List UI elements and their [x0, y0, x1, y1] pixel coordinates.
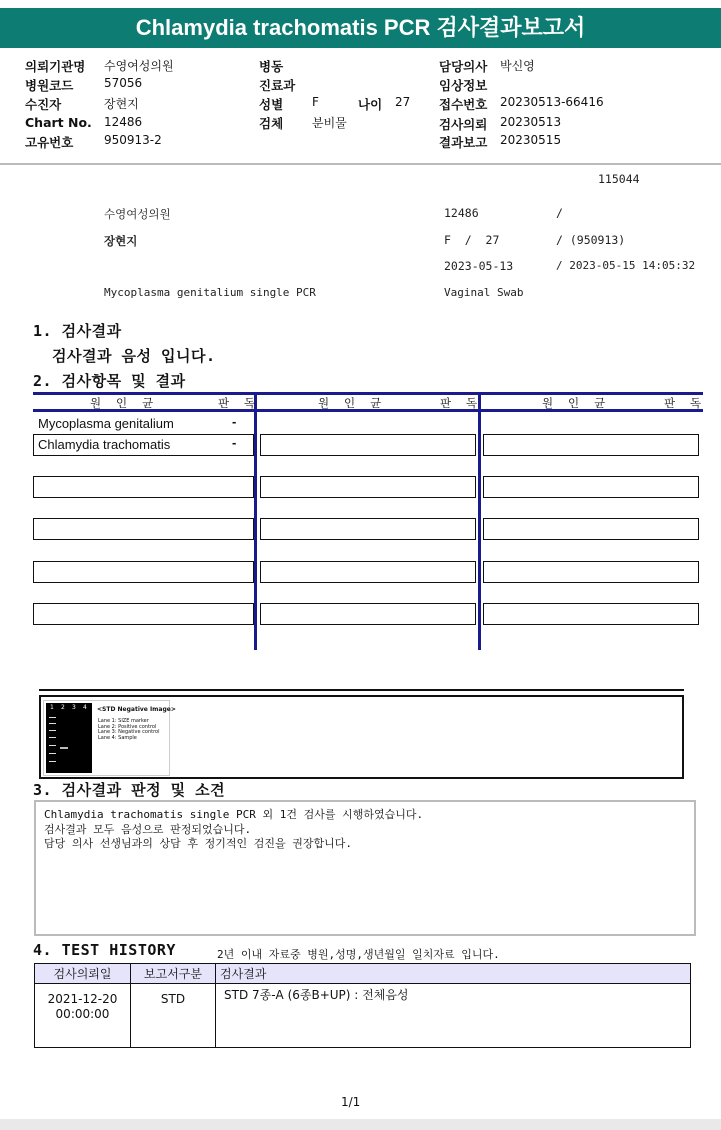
opinion-line: 담당 의사 선생님과의 상담 후 정기적인 검진을 권장합니다. — [44, 837, 353, 850]
history-time: 00:00:00 — [55, 1007, 110, 1021]
lane-label: 1 — [50, 704, 54, 711]
history-col-result: 검사결과 — [216, 964, 691, 984]
header-label-unique-id: 고유번호 — [25, 135, 74, 150]
header-value-sex: F — [312, 95, 319, 109]
col-judge-2: 판 독 — [440, 396, 482, 410]
gel-top-rule — [39, 689, 684, 691]
info-request-date: 2023-05-13 — [444, 259, 514, 273]
header-value-age: 27 — [395, 95, 411, 109]
header-label-request: 검사의뢰 — [439, 117, 488, 132]
info-chart: 12486 — [444, 206, 479, 220]
header-label-age: 나이 — [358, 97, 383, 112]
section4-heading: 4. TEST HISTORY — [33, 941, 176, 959]
table-row — [260, 561, 476, 583]
col-pathogen-3: 원 인 균 — [542, 396, 610, 410]
header-value-specimen: 분비물 — [312, 116, 347, 130]
gel-lanes-image — [46, 703, 92, 773]
info-sex-age: F / 27 — [444, 233, 500, 247]
col-pathogen-1: 원 인 균 — [90, 396, 158, 410]
header-divider — [0, 163, 721, 165]
header-label-doctor: 담당의사 — [439, 59, 488, 74]
lane-label: 4 — [83, 704, 87, 711]
info-result-datetime: / 2023-05-15 14:05:32 — [556, 259, 696, 272]
organism-2-result: - — [232, 435, 237, 450]
organism-1-result: - — [232, 414, 237, 429]
info-patient: 장현지 — [104, 234, 138, 248]
report-title: Chlamydia trachomatis PCR 검사결과보고서 — [0, 8, 721, 48]
history-result: STD 7종-A (6종B+UP) : 전체음성 — [216, 984, 691, 1048]
header-label-chart: Chart No. — [25, 115, 92, 130]
header-value-hospital: 수영여성의원 — [104, 59, 174, 73]
table-row — [260, 476, 476, 498]
header-label-clinical: 임상정보 — [439, 78, 488, 93]
table-row — [260, 518, 476, 540]
header-value-hospital-code: 57056 — [104, 76, 143, 90]
table-divider-2 — [478, 392, 481, 650]
header-value-request: 20230513 — [500, 115, 562, 129]
header-label-sex: 성별 — [259, 97, 284, 112]
history-col-date: 검사의뢰일 — [35, 964, 131, 984]
history-date: 2021-12-20 — [47, 992, 118, 1006]
table-row — [483, 476, 699, 498]
footer-bar — [0, 1119, 721, 1130]
history-note: 2년 이내 자료중 병원,성명,생년월일 일치자료 입니다. — [217, 948, 500, 961]
info-slash: / — [556, 206, 563, 220]
gel-legend-item: Lane 4: Sample — [98, 734, 137, 741]
header-value-patient: 장현지 — [104, 97, 139, 111]
table-row — [483, 603, 699, 625]
gel-legend-item: Lane 2: Positive control — [98, 723, 157, 730]
table-row — [483, 434, 699, 456]
gel-legend-item: Lane 1: SIZE marker — [98, 718, 149, 724]
table-row — [483, 561, 699, 583]
info-hospital: 수영여성의원 — [104, 207, 171, 221]
header-label-reception: 접수번호 — [439, 97, 488, 112]
table-row — [33, 476, 254, 498]
header-value-doctor: 박신영 — [500, 59, 535, 73]
info-code: 115044 — [598, 172, 640, 186]
gel-legend — [98, 719, 160, 741]
header-value-chart: 12486 — [104, 115, 143, 129]
col-judge-3: 판 독 — [664, 396, 706, 410]
header-label-hospital-code: 병원코드 — [25, 78, 74, 93]
info-test-name: Mycoplasma genitalium single PCR — [104, 286, 316, 299]
history-col-type: 보고서구분 — [131, 964, 216, 984]
header-label-specimen: 검체 — [259, 116, 284, 131]
section2-heading: 2. 검사항목 및 결과 — [33, 372, 186, 390]
lane-label: 2 — [61, 704, 65, 711]
header-label-hospital: 의뢰기관명 — [25, 59, 86, 74]
lane-label: 3 — [72, 704, 76, 711]
gel-legend-item: Lane 3: Negative control — [98, 729, 160, 735]
header-label-patient: 수진자 — [25, 97, 62, 112]
opinion-line: 검사결과 모두 음성으로 판정되었습니다. — [44, 822, 252, 836]
section1-heading: 1. 검사결과 — [33, 322, 122, 340]
header-value-unique-id: 950913-2 — [104, 133, 162, 147]
table-row — [35, 984, 691, 1048]
table-row — [33, 518, 254, 540]
gel-image — [43, 700, 176, 776]
col-judge-1: 판 독 — [218, 396, 260, 410]
organism-2: Chlamydia trachomatis — [38, 437, 171, 452]
header-label-report: 결과보고 — [439, 135, 488, 150]
table-divider-1 — [254, 392, 257, 650]
header-label-ward: 병동 — [259, 59, 284, 74]
history-table — [34, 963, 691, 1048]
section3-heading: 3. 검사결과 판정 및 소견 — [33, 781, 226, 799]
header-label-dept: 진료과 — [259, 78, 296, 93]
gel-title: <STD Negative Image> — [97, 706, 176, 713]
history-type: STD — [131, 984, 216, 1048]
header-value-report: 20230515 — [500, 133, 562, 147]
section1-result: 검사결과 음성 입니다. — [52, 347, 216, 365]
col-pathogen-2: 원 인 균 — [318, 396, 386, 410]
page-number: 1/1 — [341, 1095, 361, 1109]
table-row — [33, 561, 254, 583]
table-row — [483, 518, 699, 540]
opinion-line: Chlamydia trachomatis single PCR 외 1건 검사를 시행하였습니다. — [44, 808, 424, 821]
organism-1: Mycoplasma genitalium — [38, 416, 174, 431]
table-row — [260, 434, 476, 456]
table-row — [33, 603, 254, 625]
info-specimen: Vaginal Swab — [444, 286, 524, 299]
info-id-code: / (950913) — [556, 233, 626, 247]
opinion-box — [34, 800, 696, 936]
table-row — [260, 603, 476, 625]
header-value-reception: 20230513-66416 — [500, 95, 604, 109]
